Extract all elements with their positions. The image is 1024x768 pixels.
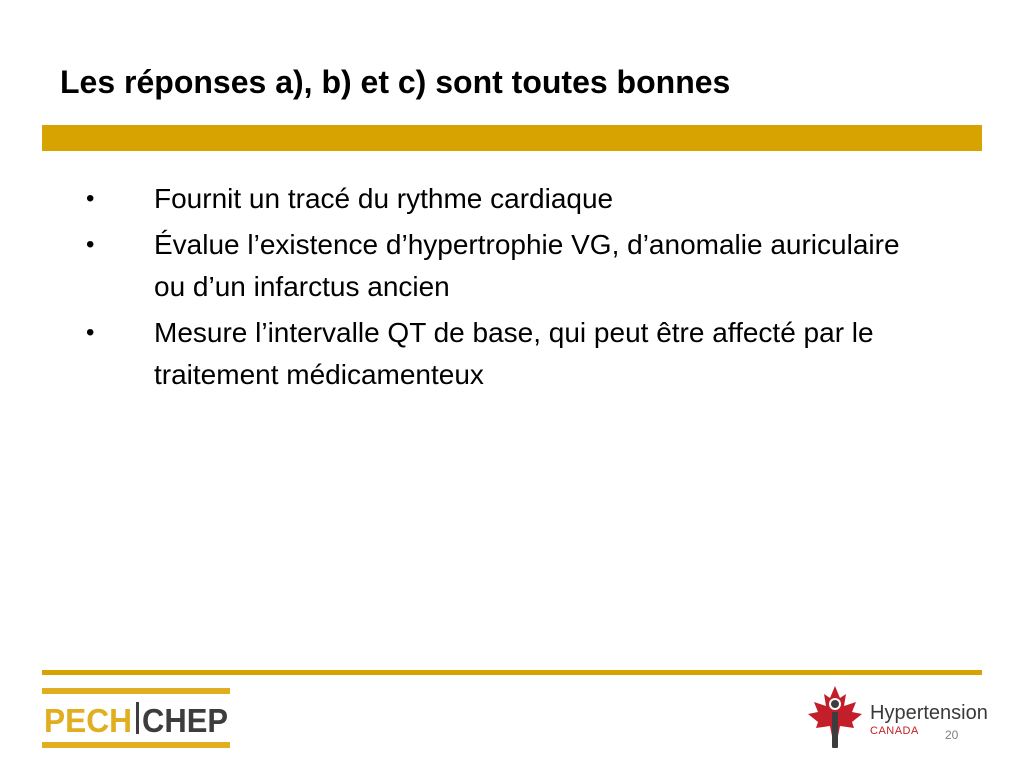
logo-wordmark: Hypertension	[870, 702, 988, 724]
slide-title: Les réponses a), b) et c) sont toutes bonnes	[60, 64, 731, 100]
logo-band-bottom	[42, 742, 230, 748]
bullet-text: Évalue l’existence d’hypertrophie VG, d’anomalie auriculaire ou d’un infarctus ancien	[154, 229, 900, 302]
title-accent-bar	[42, 125, 982, 151]
logo-band-top	[42, 688, 230, 694]
pech-chep-logo	[42, 688, 230, 748]
maple-leaf-person-icon	[804, 684, 866, 754]
logo-country: CANADA	[870, 725, 919, 737]
bullet-item	[0, 312, 914, 396]
pech-chep-wordmark	[42, 696, 230, 740]
logo-text-right: CHEP	[142, 702, 228, 739]
bullet-text: Mesure l’intervalle QT de base, qui peut être affecté par le traitement médicamenteux	[154, 317, 874, 390]
page-number: 20	[945, 728, 959, 742]
bullet-item	[0, 224, 914, 308]
bullet-item	[0, 178, 914, 220]
footer-accent-rule	[42, 670, 982, 675]
bullet-mark: •	[86, 231, 95, 258]
hypertension-canada-logo	[804, 684, 988, 754]
bullet-mark: •	[86, 319, 95, 346]
bullet-text: Fournit un tracé du rythme cardiaque	[154, 183, 614, 214]
logo-text-left: PECH	[44, 702, 132, 739]
bullet-list	[0, 178, 914, 400]
bullet-mark: •	[86, 185, 95, 212]
logo-divider	[136, 702, 139, 734]
